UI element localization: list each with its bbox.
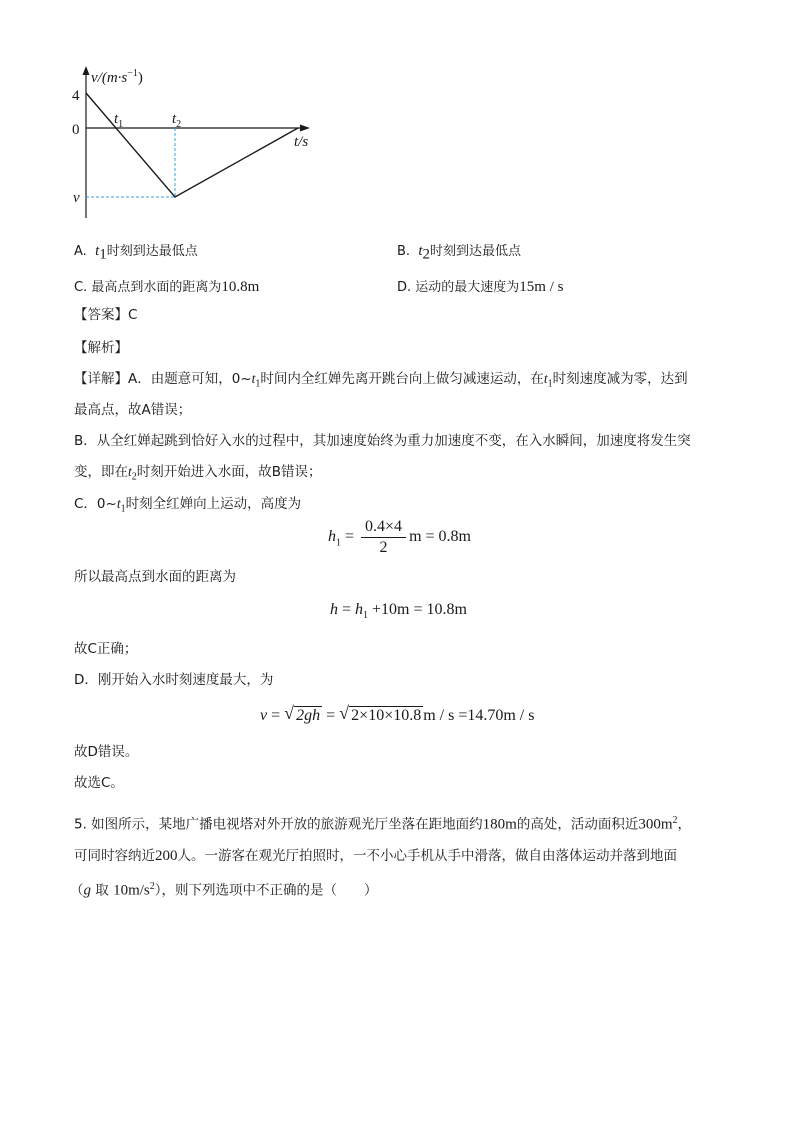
q5-line1-a: 5. 如图所示，某地广播电视塔对外开放的旅游观光厅坐落在距地面约 bbox=[74, 816, 483, 833]
para2-line1: B．从全红婵起跳到恰好入水的过程中，其加速度始终为重力加速度不变，在入水瞬间，加速度将发生突 bbox=[74, 433, 691, 449]
q5-area-exp: 2 bbox=[672, 815, 678, 826]
para2-line2 bbox=[74, 462, 322, 488]
option-c-text: C. 最高点到水面的距离为 bbox=[74, 280, 222, 295]
tick-4: 4 bbox=[72, 88, 80, 104]
para3-a: C．0~ bbox=[74, 496, 117, 512]
option-b-prefix: B. bbox=[397, 244, 411, 259]
para1-line2: 最高点，故A错误； bbox=[74, 402, 192, 418]
para1-line1 bbox=[74, 369, 688, 395]
q5-area: 300m bbox=[638, 816, 673, 833]
para3-sub: 1 bbox=[120, 503, 126, 515]
q5-g-exp: 2 bbox=[149, 881, 155, 892]
velocity-line bbox=[86, 93, 298, 197]
para2-a: 变，即在 bbox=[74, 464, 128, 480]
formula-h1 bbox=[328, 518, 471, 557]
q5-line3 bbox=[70, 877, 378, 901]
q5-g: g bbox=[83, 882, 91, 899]
f1-lhs-sub: 1 bbox=[336, 537, 341, 549]
option-c-value: 10.8m bbox=[221, 279, 260, 295]
q5-line3-c: ），则下列选项中不正确的是（ ） bbox=[154, 882, 378, 899]
option-a-text: 时刻到达最低点 bbox=[106, 244, 198, 259]
para2-b: 时刻开始进入水面，故B错误； bbox=[136, 464, 322, 480]
f1-denominator: 2 bbox=[379, 539, 388, 556]
para1-sub2: 1 bbox=[547, 378, 553, 390]
q5-line1-b: 的高处，活动面积近 bbox=[516, 816, 639, 833]
q5-line1-c: ， bbox=[677, 816, 692, 833]
f1-eq: = bbox=[341, 528, 359, 546]
para7: 故D错误。 bbox=[74, 744, 139, 760]
para8: 故选C。 bbox=[74, 775, 124, 791]
x-axis-arrow bbox=[300, 125, 310, 132]
formula-v bbox=[260, 703, 535, 725]
option-a bbox=[74, 240, 198, 264]
para1-var: t bbox=[251, 371, 256, 386]
q5-g-value: 10m/s bbox=[113, 882, 150, 899]
sqrt-sign-icon: √ bbox=[284, 703, 295, 723]
tick-0: 0 bbox=[72, 122, 80, 138]
para2-var: t bbox=[128, 464, 132, 479]
option-d-value: 15m / s bbox=[519, 279, 564, 295]
vt-graph-svg bbox=[66, 60, 326, 230]
f3-lhs: v bbox=[260, 707, 268, 724]
para4: 所以最高点到水面的距离为 bbox=[74, 569, 236, 585]
f2-lhs: h bbox=[330, 601, 338, 618]
tick-v: v bbox=[73, 190, 80, 206]
f2-h1: h bbox=[355, 601, 364, 618]
para1-sub: 1 bbox=[255, 378, 261, 390]
y-axis-arrow bbox=[83, 66, 90, 75]
f3-sqrt-2 bbox=[339, 703, 423, 725]
formula-h bbox=[330, 601, 467, 621]
option-b-sub: 2 bbox=[422, 246, 430, 263]
para6: D．刚开始入水时刻速度最大，为 bbox=[74, 672, 274, 688]
q5-line1 bbox=[74, 811, 691, 835]
para1-a: 【详解】A．由题意可知，0~ bbox=[74, 371, 252, 387]
t1-label: $t_1$ bbox=[114, 111, 124, 130]
para5: 故C正确； bbox=[74, 641, 138, 657]
q5-line2-b: 人。一游客在观光厅拍照时，一不小心手机从手中滑落，做自由落体运动并落到地面 bbox=[177, 848, 677, 864]
f2-eq: = bbox=[338, 601, 356, 618]
option-a-var: t bbox=[95, 243, 100, 259]
option-b-text: 时刻到达最低点 bbox=[430, 244, 522, 259]
para3-var: t bbox=[116, 496, 121, 511]
f2-h1-sub: 1 bbox=[363, 610, 369, 622]
q5-people: 200 bbox=[155, 848, 178, 864]
q5-line2 bbox=[74, 846, 677, 866]
f2-rest: +10m = 10.8m bbox=[368, 601, 467, 618]
para1-b: 时间内全红婵先离开跳台向上做匀减速运动，在 bbox=[260, 371, 544, 387]
velocity-time-graph bbox=[66, 60, 326, 230]
q5-line2-a: 可同时容纳近 bbox=[74, 848, 155, 864]
option-b-var: t bbox=[418, 243, 423, 259]
option-d-text: D. 运动的最大速度为 bbox=[397, 280, 520, 295]
para1-var2: t bbox=[543, 371, 548, 386]
f1-fraction bbox=[361, 518, 406, 557]
para3-b: 时刻全红婵向上运动，高度为 bbox=[125, 496, 302, 512]
option-d bbox=[397, 276, 563, 296]
q5-line3-b: 取 bbox=[91, 882, 114, 899]
analysis-title: 【解析】 bbox=[74, 340, 128, 356]
f3-radicand-1: 2gh bbox=[296, 707, 321, 724]
answer-line: 【答案】C bbox=[74, 307, 138, 323]
option-b bbox=[397, 240, 521, 264]
x-axis-label: t/s bbox=[294, 134, 309, 150]
f1-rest: m = 0.8m bbox=[409, 528, 471, 546]
q5-height: 180m bbox=[482, 816, 517, 833]
f3-rest: m / s =14.70m / s bbox=[423, 707, 535, 724]
para1-c: 时刻速度减为零，达到 bbox=[552, 371, 688, 387]
f3-eq2: = bbox=[322, 707, 340, 724]
q5-line3-a: （ bbox=[70, 882, 84, 899]
y-axis-label: $v/(m\cdot s^{-1})$ bbox=[91, 68, 143, 86]
f1-numerator: 0.4×4 bbox=[361, 518, 406, 538]
para3-line bbox=[74, 494, 301, 520]
option-a-prefix: A. bbox=[74, 244, 87, 259]
f3-radicand-2: 2×10×10.8 bbox=[351, 707, 422, 724]
t2-label: $t_2$ bbox=[172, 111, 182, 130]
option-c bbox=[74, 276, 259, 296]
f3-eq: = bbox=[267, 707, 285, 724]
sqrt-sign-icon: √ bbox=[339, 703, 350, 723]
f1-lhs: h bbox=[328, 528, 336, 546]
f3-sqrt-1 bbox=[284, 703, 322, 725]
para2-sub: 2 bbox=[131, 471, 137, 483]
option-a-sub: 1 bbox=[99, 246, 107, 263]
